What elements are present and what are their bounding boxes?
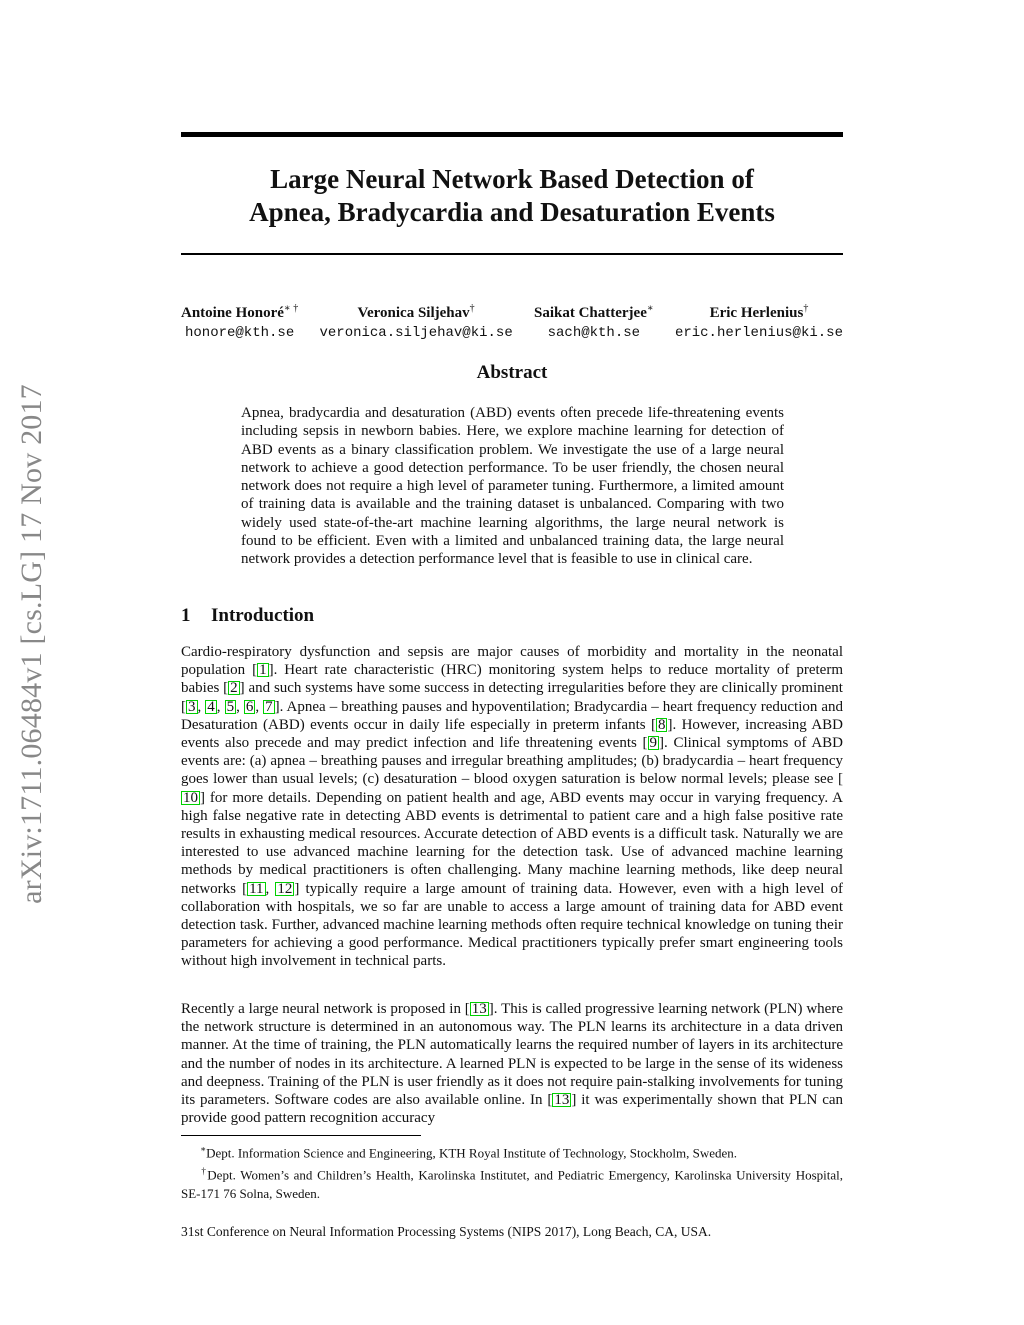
citation-link[interactable]: 11 [249,880,264,897]
citation-link[interactable]: 8 [657,716,666,733]
author [675,299,843,343]
section-number: 1 [181,605,191,626]
footnotes [181,1140,843,1203]
author [534,299,654,343]
text-run: , [216,698,225,715]
citation-link[interactable]: 7 [265,698,273,715]
paper-title [181,163,843,229]
affiliation-marks: † [469,303,475,314]
citation-link[interactable]: 12 [277,880,293,897]
citation-link[interactable]: 4 [207,698,215,715]
citation-link[interactable]: 3 [188,698,196,715]
author-name: Antoine Honoré [181,305,284,321]
text-run: ]. Clinical symptoms of ABD events are: (a) apnea – breathing pauses and irregular breathing amplitudes; (b) bradycardia – heart frequency goes lower than usual levels; (c) desaturation – blood oxygen saturation is below normal levels; please see [ [181,735,844,788]
citation-link[interactable]: 1 [259,662,267,679]
title-top-rule [181,132,843,137]
affiliation-marks: † [803,303,809,314]
footnote-text: Dept. Information Science and Engineering, KTH Royal Institute of Technology, Stockholm, Sweden. [206,1145,738,1161]
footnote-mark: † [200,1166,208,1177]
text-run: Cardio-respiratory dysfunction and sepsis are major causes of morbidity and mortality in the neonatal population [ [181,644,843,679]
text-run: ]. However, increasing ABD events also precede and may predict infection and life threatening events [ [181,716,843,752]
citation-link[interactable]: 5 [226,698,235,715]
text-run: Recently a large neural network is proposed in [ [181,1001,470,1017]
arxiv-identifier: arXiv:1711.06484v1 [cs.LG] 17 Nov 2017 [15,384,48,904]
title-line-1: Large Neural Network Based Detection of [270,164,754,194]
intro-paragraph-1 [181,643,843,971]
footnote-text: Dept. Women’s and Children’s Health, Karolinska Institutet, and Pediatric Emergency, Karolinska University Hospital, SE-171 76 Solna, Sweden. [181,1167,843,1201]
text-run: , [236,698,244,715]
conference-note: 31st Conference on Neural Information Processing Systems (NIPS 2017), Long Beach, CA, USA. [181,1224,712,1239]
citation-link[interactable]: 13 [554,1092,570,1109]
affiliation-marks: ∗ [646,303,654,314]
author-email[interactable]: veronica.siljehav@ki.se [319,325,513,341]
author-email[interactable]: eric.herlenius@ki.se [674,325,843,341]
footnote-mark: ∗ [200,1144,207,1154]
section-heading [181,605,843,627]
footnote-rule [181,1135,421,1136]
citation-link[interactable]: 6 [245,698,254,715]
title-line-2: Apnea, Bradycardia and Desaturation Events [249,197,775,227]
text-run: ]. This is called progressive learning network (PLN) where the network structure is determined in an autonomous way. The PLN learns its architecture in a data driven manner. At the time of training, the PLN automatically learns the required number of layers in its architecture and the number of nodes in its architecture. A learned PLN is expected to be large in the sense of its wideness and deepness. Training of the PLN is user friendly as it does not require pain-stalking involvements for tuning its parameters. Software codes are also available online. In [ [181,1001,843,1109]
text-run: ]. Apnea – breathing pauses and hypoventilation; Bradycardia – heart frequency reduction and Desaturation (ABD) events occur in daily life especially in preterm infants [ [181,698,844,733]
author-name: Saikat Chatterjee [533,305,647,321]
citation-link[interactable]: 13 [471,1001,487,1017]
text-run: , [265,880,276,897]
footnote [181,1162,843,1202]
title-bottom-rule [181,253,843,255]
citation-link[interactable]: 9 [649,735,658,752]
citation-link[interactable]: 2 [230,680,238,697]
citation-link[interactable]: 10 [183,789,198,806]
footnote [181,1140,843,1162]
text-run: ] and such systems have some success in detecting irregularities before they are clinically prominent [ [181,680,843,715]
author [319,299,512,343]
abstract-text: Apnea, bradycardia and desaturation (ABD) events often precede life-threatening events including sepsis in newborn babies. Here, we explore machine learning for detection of ABD events as a binary classification problem. We investigate the use of a large neural network to achieve a good detection performance. To be user friendly, the chosen neural network does not require a high level of parameter tuning. Furthermore, a limited amount of training data is available and the training dataset is unbalanced. Comparing with two widely used state-of-the-art machine learning algorithms, the large neural network is found to be efficient. Even with a limited and unbalanced training data, the large neural network provides a detection performance level that is feasible to use in clinical care. [241,405,784,568]
section-title: Introduction [211,605,315,626]
text-run: , [197,698,206,715]
text-run: ] it was experimentally shown that PLN can provide good pattern recognition accuracy [181,1092,844,1127]
author-email[interactable]: sach@kth.se [547,325,641,341]
text-run: ] typically require a large amount of training data. However, even with a high level of collaboration with hospitals, we so far are unable to access a large amount of training data for ABD event detection task. Further, advanced machine learning methods often require technical knowledge on tuning their parameters for achieving a good performance. Medical practitioners typically prefer smart engineering tools without high involvement in technical parts. [181,880,843,970]
author [181,299,298,343]
text-run: ] for more details. Depending on patient health and age, ABD events may occur in varying frequency. A high false negative rate in detecting ABD events is detrimental to patient care and a high false positive rate results in exhausting medical resources. Accurate detection of ABD events is a difficult task. Naturally we are interested to use advanced machine learning for the detection task. Use of advanced machine learning methods by medical practitioners is often challenging. Many machine learning methods, like deep neural networks [ [181,789,843,897]
text-run: ]. Heart rate characteristic (HRC) monitoring system helps to reduce mortality of preterm babies [ [181,662,843,697]
affiliation-marks: ∗ † [283,303,299,314]
intro-paragraph-2 [181,1000,843,1127]
author-list [181,299,843,343]
author-name: Eric Herlenius [709,305,804,321]
text-run: , [255,698,264,715]
abstract-heading: Abstract [476,362,548,383]
author-email[interactable]: honore@kth.se [185,325,295,341]
author-name: Veronica Siljehav [357,305,470,321]
